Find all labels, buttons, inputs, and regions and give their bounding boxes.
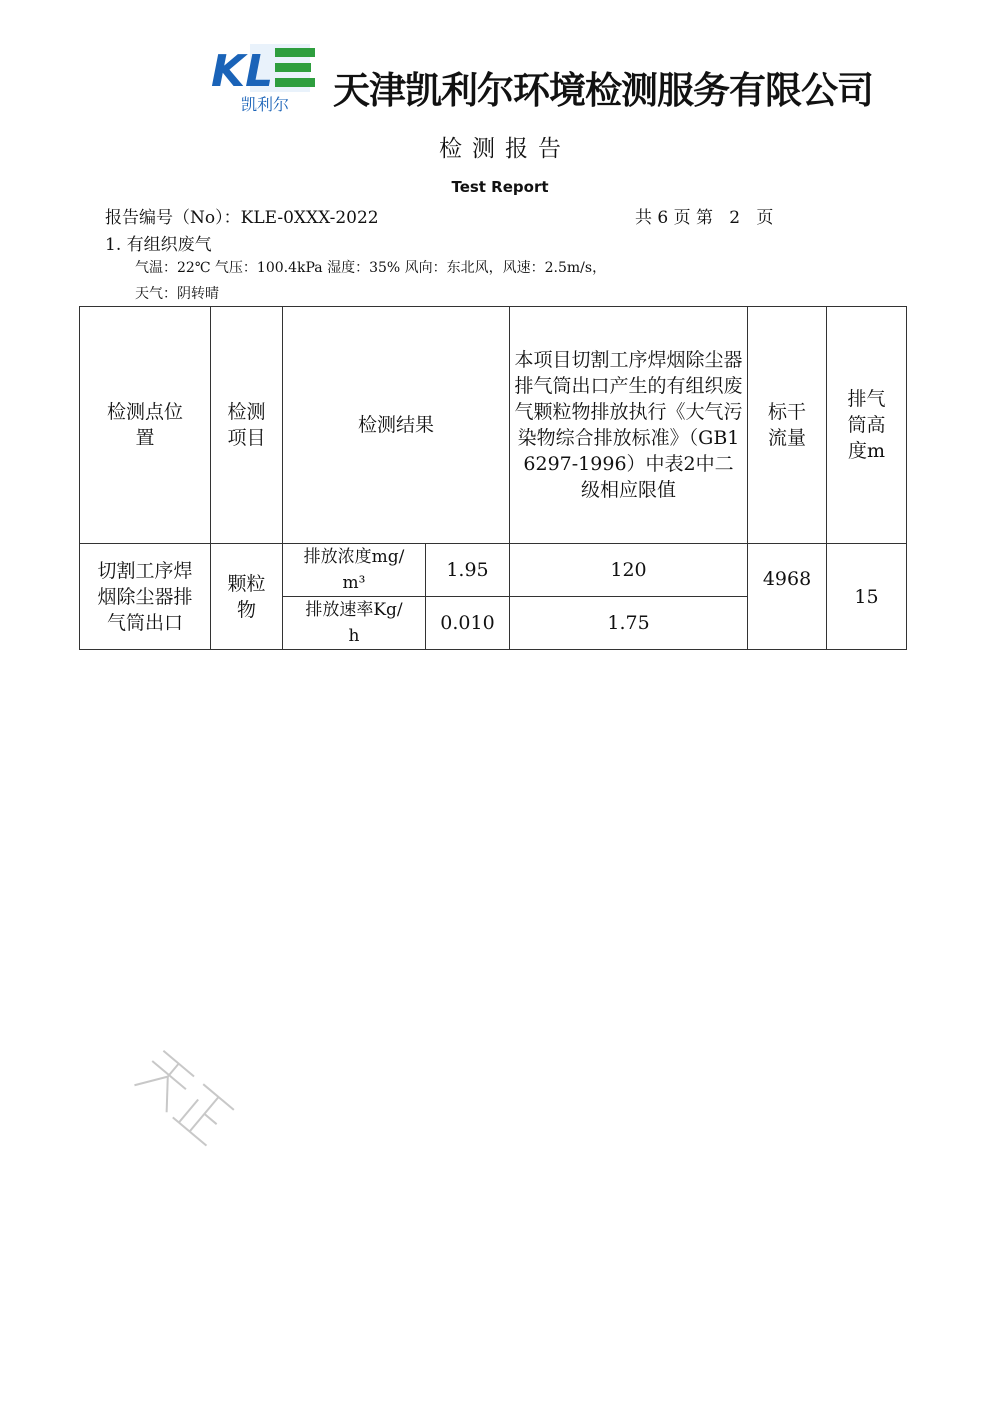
watermark-stamp [120,1040,250,1150]
logo-mark: KL [211,46,274,97]
cell-rate-limit: 1.75 [510,597,748,650]
header-flow: 标干流量 [748,307,827,544]
header-location: 检测点位置 [80,307,211,544]
company-logo [205,40,320,116]
page-total-suffix: 页 [673,208,691,228]
page-info [635,203,773,228]
page-current-prefix: 第 [696,208,714,228]
report-title-en: Test Report [451,178,549,196]
section-heading: 1. 有组织废气 [105,235,212,255]
cell-flow: 4968 [748,544,827,650]
page-total: 6 [657,208,669,228]
report-number-label: 报告编号（No）： [105,208,241,228]
conditions-line2: 天气：阴转晴 [135,286,219,302]
report-number: KLE-0XXX-2022 [240,208,379,228]
cell-concentration-label: 排放浓度mg/m³ [283,544,426,597]
table-header-row [80,307,907,544]
cell-item: 颗粒物 [211,544,283,650]
report-title-cn: 检测报告 [439,136,571,162]
company-name: 天津凯利尔环境检测服务有限公司 [333,69,873,112]
logo-subtitle: 凯利尔 [241,95,290,114]
cell-location: 切割工序焊烟除尘器排气筒出口 [80,544,211,650]
cell-rate-label: 排放速率Kg/h [283,597,426,650]
page-current-suffix: 页 [756,208,774,228]
page-current: 2 [729,208,741,228]
header-item: 检测项目 [211,307,283,544]
conditions-line1: 气温：22℃ 气压：100.4kPa 湿度：35% 风向：东北风，风速：2.5m/s， [135,260,607,276]
header-standard: 本项目切割工序焊烟除尘器排气筒出口产生的有组织废气颗粒物排放执行《大气污染物综合排放标准》（GB16297-1996）中表2中二级相应限值 [510,307,748,544]
report-number-line [105,203,379,228]
table-row [80,544,907,597]
cell-rate-value: 0.010 [426,597,510,650]
emission-table [79,306,907,650]
page-total-prefix: 共 [635,208,652,228]
cell-concentration-limit: 120 [510,544,748,597]
header-height: 排气筒高度m [827,307,907,544]
cell-height: 15 [827,544,907,650]
letterhead [205,40,873,120]
header-result: 检测结果 [283,307,510,544]
cell-concentration-value: 1.95 [426,544,510,597]
